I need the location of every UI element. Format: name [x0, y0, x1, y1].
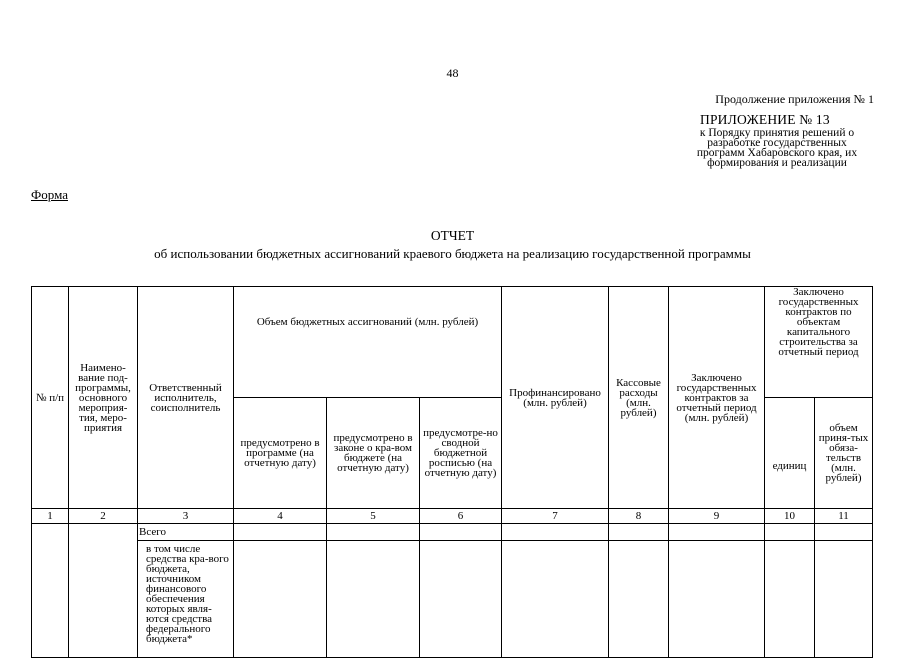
header-name: Наимено-вание под-программы, основного мероприя-тия, меро-приятия — [69, 287, 138, 509]
column-number: 8 — [609, 509, 669, 524]
table-cell — [815, 524, 873, 541]
header-budget-consolidated: предусмотре-но сводной бюджетной росписью (на отчетную дату) — [420, 398, 502, 509]
header-budget-group: Объем бюджетных ассигнований (млн. рублей) — [234, 287, 502, 398]
header-budget-law: предусмотрено в законе о кра-вом бюджете (на отчетную дату) — [327, 398, 420, 509]
column-number: 7 — [502, 509, 609, 524]
appendix-continuation-note: Продолжение приложения № 1 — [715, 92, 874, 106]
column-number: 9 — [669, 509, 765, 524]
table-cell — [32, 524, 69, 658]
header-row — [32, 287, 873, 398]
header-capital-units: единиц — [765, 398, 815, 509]
report-title: ОТЧЕТ — [430, 228, 475, 243]
column-number: 2 — [69, 509, 138, 524]
header-financed: Профинансировано (млн. рублей) — [502, 287, 609, 509]
table-row — [32, 524, 873, 541]
header-budget-program: предусмотрено в программе (на отчетную дату) — [234, 398, 327, 509]
including-row-label: в том числе средства кра-вого бюджета, источником финансового обеспечения которых явля-ются средства федерального бюджета* — [138, 541, 234, 658]
header-num: № п/п — [32, 287, 69, 509]
table-cell — [234, 524, 327, 541]
column-number: 5 — [327, 509, 420, 524]
column-number: 3 — [138, 509, 234, 524]
column-number: 11 — [815, 509, 873, 524]
column-number: 4 — [234, 509, 327, 524]
header-capital-volume: объем приня-тых обяза-тельств (млн. рублей) — [815, 398, 873, 509]
table-cell — [609, 524, 669, 541]
header-capital-group: Заключено государственных контрактов по объектам капитального строительства за отчетный период — [765, 287, 873, 398]
table-cell — [420, 524, 502, 541]
header-contracts: Заключено государственных контрактов за отчетный период (млн. рублей) — [669, 287, 765, 509]
header-cash-expenses: Кассовые расходы (млн. рублей) — [609, 287, 669, 509]
table-cell — [69, 524, 138, 658]
table-cell — [502, 524, 609, 541]
column-number: 6 — [420, 509, 502, 524]
page-number: 48 — [446, 66, 459, 80]
form-label: Форма — [31, 187, 68, 202]
appendix-title: ПРИЛОЖЕНИЕ № 13 — [700, 112, 830, 127]
table-cell — [327, 524, 420, 541]
column-number: 1 — [32, 509, 69, 524]
report-subtitle: об использовании бюджетных ассигнований краевого бюджета на реализацию государственной программы — [154, 246, 751, 261]
appendix-subtitle: к Порядку принятия решений о разработке государственных программ Хабаровского края, их формирования и реализации — [696, 127, 858, 169]
column-number-row — [32, 509, 873, 524]
column-number: 10 — [765, 509, 815, 524]
table-cell — [765, 524, 815, 541]
report-table — [31, 286, 873, 658]
total-row-label: Всего — [138, 524, 234, 541]
table-cell — [669, 524, 765, 541]
header-executor: Ответственный исполнитель, соисполнитель — [138, 287, 234, 509]
